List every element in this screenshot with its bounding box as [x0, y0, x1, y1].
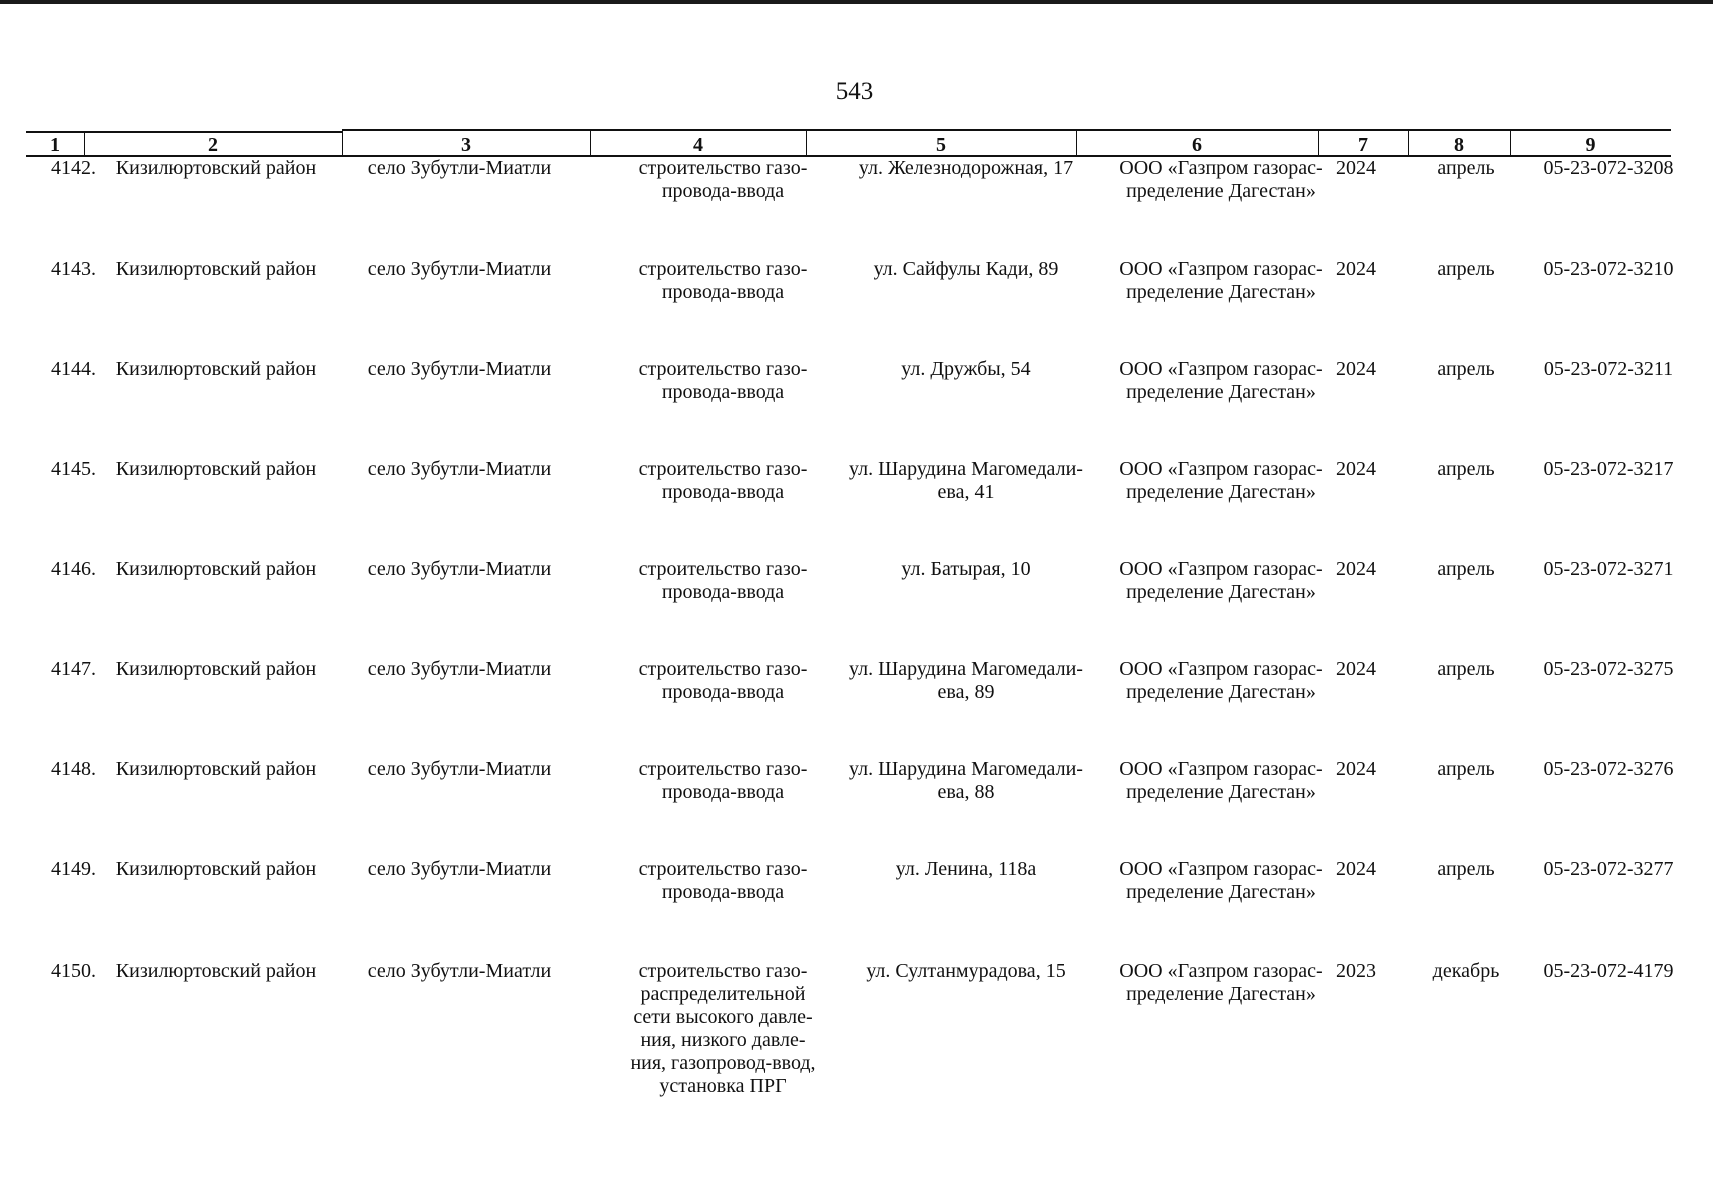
- work-type-cell-line: распределительной: [640, 983, 806, 1005]
- work-type-cell-line: ния, газопровод-ввод,: [630, 1052, 816, 1074]
- scan-top-border: [0, 0, 1713, 4]
- organization-cell: [1091, 157, 1351, 203]
- work-type-cell-line: строительство газо-: [638, 458, 808, 480]
- row-number: 4142.: [51, 157, 96, 179]
- organization-cell-line: пределение Дагестан»: [1126, 481, 1316, 503]
- work-type-cell-line: провода-ввода: [661, 281, 785, 303]
- organization-cell-line: ООО «Газпром газорас-: [1119, 858, 1323, 880]
- address-cell-line: ул. Сайфулы Кади, 89: [873, 258, 1059, 280]
- work-type-cell-line: провода-ввода: [661, 881, 785, 903]
- work-type-cell-line: строительство газо-: [638, 858, 808, 880]
- organization-cell: [1091, 960, 1351, 1006]
- organization-cell-line: пределение Дагестан»: [1126, 281, 1316, 303]
- work-type-cell-line: провода-ввода: [661, 381, 785, 403]
- year-cell: 2024: [1336, 358, 1376, 380]
- organization-cell-line: ООО «Газпром газорас-: [1119, 558, 1323, 580]
- column-separator: [590, 131, 591, 155]
- address-cell-line: ул. Шарудина Магомедали-: [849, 658, 1083, 680]
- column-separator: [1076, 131, 1077, 155]
- address-cell: [816, 358, 1116, 381]
- district-cell: Кизилюртовский район: [115, 558, 317, 580]
- column-separator: [342, 131, 343, 155]
- settlement-cell: село Зубутли-Миатли: [367, 960, 552, 982]
- month-cell: декабрь: [1432, 960, 1500, 982]
- code-cell: 05-23-072-3208: [1543, 157, 1674, 179]
- address-cell-line: ул. Шарудина Магомедали-: [849, 758, 1083, 780]
- column-header-7: 7: [1358, 134, 1368, 156]
- address-cell-line: ул. Железнодорожная, 17: [858, 157, 1074, 179]
- year-cell: 2024: [1336, 258, 1376, 280]
- column-separator: [806, 131, 807, 155]
- settlement-cell: село Зубутли-Миатли: [367, 258, 552, 280]
- organization-cell: [1091, 358, 1351, 404]
- year-cell: 2024: [1336, 558, 1376, 580]
- organization-cell-line: ООО «Газпром газорас-: [1119, 458, 1323, 480]
- month-cell: апрель: [1437, 558, 1495, 580]
- code-cell: 05-23-072-3276: [1543, 758, 1674, 780]
- month-cell: апрель: [1437, 758, 1495, 780]
- column-header-5: 5: [936, 134, 946, 156]
- row-number: 4150.: [51, 960, 96, 982]
- address-cell-line: ул. Шарудина Магомедали-: [849, 458, 1083, 480]
- header-top-rule: [342, 129, 1671, 131]
- organization-cell: [1091, 858, 1351, 904]
- address-cell-line: ул. Султанмурадова, 15: [866, 960, 1066, 982]
- address-cell: [816, 858, 1116, 881]
- work-type-cell-line: строительство газо-: [638, 358, 808, 380]
- work-type-cell-line: провода-ввода: [661, 781, 785, 803]
- organization-cell-line: ООО «Газпром газорас-: [1119, 658, 1323, 680]
- organization-cell: [1091, 558, 1351, 604]
- district-cell: Кизилюртовский район: [115, 258, 317, 280]
- code-cell: 05-23-072-3275: [1543, 658, 1674, 680]
- row-number: 4144.: [51, 358, 96, 380]
- month-cell: апрель: [1437, 258, 1495, 280]
- organization-cell: [1091, 258, 1351, 304]
- work-type-cell-line: провода-ввода: [661, 681, 785, 703]
- organization-cell: [1091, 658, 1351, 704]
- organization-cell-line: ООО «Газпром газорас-: [1119, 258, 1323, 280]
- month-cell: апрель: [1437, 858, 1495, 880]
- organization-cell-line: ООО «Газпром газорас-: [1119, 157, 1323, 179]
- year-cell: 2024: [1336, 758, 1376, 780]
- column-header-9: 9: [1585, 134, 1596, 156]
- organization-cell-line: ООО «Газпром газорас-: [1119, 358, 1323, 380]
- row-number: 4146.: [51, 558, 96, 580]
- work-type-cell-line: сети высокого давле-: [633, 1006, 813, 1028]
- address-cell: [816, 960, 1116, 983]
- work-type-cell-line: установка ПРГ: [659, 1075, 787, 1097]
- settlement-cell: село Зубутли-Миатли: [367, 558, 552, 580]
- work-type-cell: [598, 258, 848, 304]
- column-header-2: 2: [208, 134, 218, 156]
- page-number: 543: [835, 78, 874, 105]
- column-header-1: 1: [50, 134, 60, 156]
- organization-cell: [1091, 458, 1351, 504]
- organization-cell-line: пределение Дагестан»: [1126, 180, 1316, 202]
- address-cell: [816, 758, 1116, 804]
- work-type-cell-line: ния, низкого давле-: [640, 1029, 806, 1051]
- settlement-cell: село Зубутли-Миатли: [367, 358, 552, 380]
- work-type-cell: [598, 858, 848, 904]
- district-cell: Кизилюртовский район: [115, 358, 317, 380]
- month-cell: апрель: [1437, 157, 1495, 179]
- month-cell: апрель: [1437, 458, 1495, 480]
- table-header: [26, 133, 1671, 157]
- work-type-cell-line: провода-ввода: [661, 481, 785, 503]
- year-cell: 2023: [1336, 960, 1376, 982]
- district-cell: Кизилюртовский район: [115, 960, 317, 982]
- district-cell: Кизилюртовский район: [115, 157, 317, 179]
- address-cell: [816, 157, 1116, 180]
- work-type-cell: [598, 157, 848, 203]
- address-cell-line: ева, 41: [937, 481, 995, 503]
- month-cell: апрель: [1437, 658, 1495, 680]
- code-cell: 05-23-072-4179: [1543, 960, 1674, 982]
- address-cell-line: ул. Дружбы, 54: [901, 358, 1031, 380]
- address-cell-line: ул. Батырая, 10: [901, 558, 1031, 580]
- work-type-cell: [598, 358, 848, 404]
- organization-cell-line: пределение Дагестан»: [1126, 381, 1316, 403]
- organization-cell-line: ООО «Газпром газорас-: [1119, 960, 1323, 982]
- work-type-cell-line: строительство газо-: [638, 758, 808, 780]
- year-cell: 2024: [1336, 858, 1376, 880]
- settlement-cell: село Зубутли-Миатли: [367, 658, 552, 680]
- work-type-cell: [598, 458, 848, 504]
- organization-cell: [1091, 758, 1351, 804]
- row-number: 4143.: [51, 258, 96, 280]
- code-cell: 05-23-072-3271: [1543, 558, 1674, 580]
- organization-cell-line: ООО «Газпром газорас-: [1119, 758, 1323, 780]
- code-cell: 05-23-072-3217: [1543, 458, 1674, 480]
- column-header-4: 4: [693, 134, 703, 156]
- code-cell: 05-23-072-3277: [1543, 858, 1674, 880]
- address-cell: [816, 658, 1116, 704]
- address-cell: [816, 558, 1116, 581]
- work-type-cell-line: строительство газо-: [638, 960, 808, 982]
- address-cell-line: ева, 89: [937, 681, 995, 703]
- column-separator: [84, 131, 85, 155]
- work-type-cell-line: строительство газо-: [638, 258, 808, 280]
- address-cell: [816, 258, 1116, 281]
- row-number: 4147.: [51, 658, 96, 680]
- row-number: 4149.: [51, 858, 96, 880]
- organization-cell-line: пределение Дагестан»: [1126, 581, 1316, 603]
- column-separator: [1510, 131, 1511, 155]
- settlement-cell: село Зубутли-Миатли: [367, 758, 552, 780]
- organization-cell-line: пределение Дагестан»: [1126, 983, 1316, 1005]
- work-type-cell: [598, 960, 848, 1098]
- row-number: 4145.: [51, 458, 96, 480]
- column-separator: [1318, 131, 1319, 155]
- settlement-cell: село Зубутли-Миатли: [367, 458, 552, 480]
- work-type-cell: [598, 558, 848, 604]
- code-cell: 05-23-072-3210: [1543, 258, 1674, 280]
- district-cell: Кизилюртовский район: [115, 858, 317, 880]
- organization-cell-line: пределение Дагестан»: [1126, 781, 1316, 803]
- column-header-3: 3: [461, 134, 471, 156]
- work-type-cell-line: строительство газо-: [638, 658, 808, 680]
- address-cell: [816, 458, 1116, 504]
- code-cell: 05-23-072-3211: [1543, 358, 1674, 380]
- settlement-cell: село Зубутли-Миатли: [367, 858, 552, 880]
- column-separator: [1408, 131, 1409, 155]
- column-header-6: 6: [1192, 134, 1202, 156]
- month-cell: апрель: [1437, 358, 1495, 380]
- address-cell-line: ул. Ленина, 118а: [895, 858, 1037, 880]
- year-cell: 2024: [1336, 157, 1376, 179]
- year-cell: 2024: [1336, 658, 1376, 680]
- work-type-cell: [598, 658, 848, 704]
- work-type-cell-line: провода-ввода: [661, 180, 785, 202]
- settlement-cell: село Зубутли-Миатли: [367, 157, 552, 179]
- organization-cell-line: пределение Дагестан»: [1126, 681, 1316, 703]
- address-cell-line: ева, 88: [937, 781, 995, 803]
- district-cell: Кизилюртовский район: [115, 458, 317, 480]
- district-cell: Кизилюртовский район: [115, 758, 317, 780]
- column-header-8: 8: [1454, 134, 1464, 156]
- work-type-cell: [598, 758, 848, 804]
- row-number: 4148.: [51, 758, 96, 780]
- work-type-cell-line: провода-ввода: [661, 581, 785, 603]
- work-type-cell-line: строительство газо-: [638, 558, 808, 580]
- district-cell: Кизилюртовский район: [115, 658, 317, 680]
- year-cell: 2024: [1336, 458, 1376, 480]
- work-type-cell-line: строительство газо-: [638, 157, 808, 179]
- organization-cell-line: пределение Дагестан»: [1126, 881, 1316, 903]
